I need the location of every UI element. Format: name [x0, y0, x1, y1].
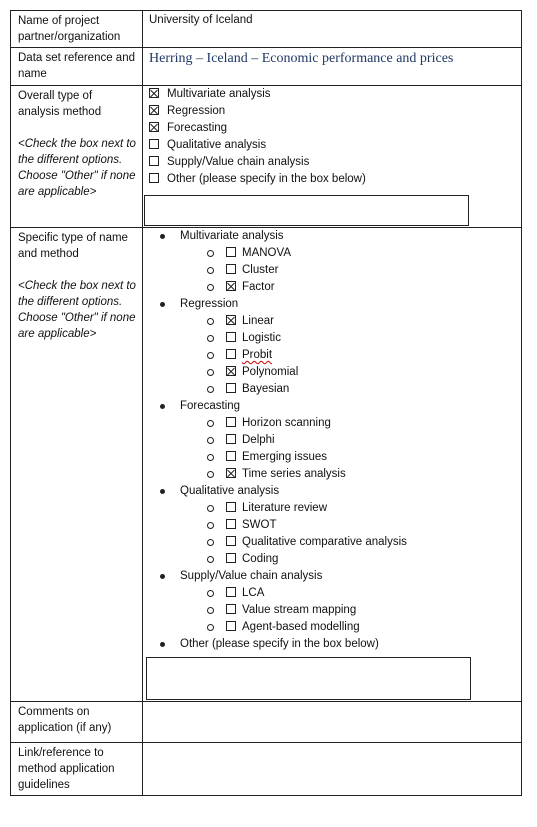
option-label: Regression: [167, 105, 226, 117]
hollow-bullet-icon: [207, 454, 214, 461]
method-option-probit[interactable]: [158, 347, 407, 364]
method-option-emerging-issues[interactable]: [158, 449, 407, 466]
row-divider: [11, 47, 521, 48]
overall-options-list: [149, 86, 366, 188]
group-other-please-specify-in-the-box-below: [158, 636, 407, 653]
method-option-qualitative-comparative-analysis[interactable]: [158, 534, 407, 551]
checked-checkbox-icon[interactable]: [226, 315, 236, 325]
method-option-polynomial[interactable]: [158, 364, 407, 381]
bullet-icon: [160, 574, 165, 579]
dataset-value[interactable]: Herring – Iceland – Economic performance and prices: [149, 51, 454, 66]
checkbox-icon[interactable]: [226, 604, 236, 614]
method-option-logistic[interactable]: [158, 330, 407, 347]
overall-label-block: [18, 88, 136, 200]
hollow-bullet-icon: [207, 437, 214, 444]
hollow-bullet-icon: [207, 505, 214, 512]
group-title: Qualitative analysis: [180, 485, 280, 497]
checkbox-icon[interactable]: [226, 621, 236, 631]
hollow-bullet-icon: [207, 590, 214, 597]
checkbox-icon[interactable]: [149, 156, 159, 166]
method-option-coding[interactable]: [158, 551, 407, 568]
row-divider: [11, 701, 521, 702]
method-option-lca[interactable]: [158, 585, 407, 602]
option-label: Polynomial: [242, 366, 299, 378]
checkbox-icon[interactable]: [226, 383, 236, 393]
checkbox-icon[interactable]: [149, 173, 159, 183]
checkbox-icon[interactable]: [226, 247, 236, 257]
method-option-horizon-scanning[interactable]: [158, 415, 407, 432]
option-label: Value stream mapping: [242, 604, 357, 616]
option-label: Cluster: [242, 264, 279, 276]
link-label: Link/reference to method application guidelines: [18, 747, 115, 791]
checked-checkbox-icon[interactable]: [226, 281, 236, 291]
checkbox-icon[interactable]: [226, 434, 236, 444]
specific-other-input[interactable]: [146, 657, 471, 700]
option-label: Forecasting: [167, 122, 228, 134]
checkbox-icon[interactable]: [226, 502, 236, 512]
overall-option-multivariate-analysis[interactable]: [149, 86, 366, 103]
option-label: Coding: [242, 553, 279, 565]
specific-hint: <Check the box next to the different options. Choose "Other" if none are applicable>: [18, 280, 136, 340]
option-label: MANOVA: [242, 247, 291, 259]
option-label: Bayesian: [242, 383, 290, 395]
hollow-bullet-icon: [207, 420, 214, 427]
hollow-bullet-icon: [207, 267, 214, 274]
method-option-manova[interactable]: [158, 245, 407, 262]
option-label: Qualitative comparative analysis: [242, 536, 407, 548]
option-label: Time series analysis: [242, 468, 346, 480]
option-label: Delphi: [242, 434, 275, 446]
option-label: Linear: [242, 315, 274, 327]
hollow-bullet-icon: [207, 522, 214, 529]
method-option-swot[interactable]: [158, 517, 407, 534]
checked-checkbox-icon[interactable]: [226, 366, 236, 376]
overall-other-input[interactable]: [144, 195, 469, 226]
overall-option-qualitative-analysis[interactable]: [149, 137, 366, 154]
hollow-bullet-icon: [207, 335, 214, 342]
checkbox-icon[interactable]: [226, 264, 236, 274]
dataset-label: Data set reference and name: [18, 52, 135, 80]
checkbox-icon[interactable]: [226, 553, 236, 563]
checkbox-icon[interactable]: [149, 139, 159, 149]
hollow-bullet-icon: [207, 539, 214, 546]
hollow-bullet-icon: [207, 607, 214, 614]
group-title: Forecasting: [180, 400, 241, 412]
hollow-bullet-icon: [207, 250, 214, 257]
checkbox-icon[interactable]: [226, 349, 236, 359]
hollow-bullet-icon: [207, 471, 214, 478]
row-divider: [11, 742, 521, 743]
checkbox-icon[interactable]: [226, 332, 236, 342]
group-title: Supply/Value chain analysis: [180, 570, 323, 582]
method-option-value-stream-mapping[interactable]: [158, 602, 407, 619]
group-title: Multivariate analysis: [180, 230, 284, 242]
partner-value[interactable]: University of Iceland: [149, 14, 253, 26]
hollow-bullet-icon: [207, 352, 214, 359]
specific-label-block: [18, 230, 136, 342]
group-qualitative-analysis: [158, 483, 407, 500]
method-option-cluster[interactable]: [158, 262, 407, 279]
checked-checkbox-icon[interactable]: [149, 122, 159, 132]
hollow-bullet-icon: [207, 318, 214, 325]
group-title: Other (please specify in the box below): [180, 638, 379, 650]
checkbox-icon[interactable]: [226, 519, 236, 529]
checked-checkbox-icon[interactable]: [226, 468, 236, 478]
overall-hint: <Check the box next to the different options. Choose "Other" if none are applicable>: [18, 138, 136, 198]
group-multivariate-analysis: [158, 228, 407, 245]
option-label: Other (please specify in the box below): [167, 173, 366, 185]
partner-label: Name of project partner/organization: [18, 15, 121, 43]
specific-methods-list: [158, 228, 407, 653]
option-label: Qualitative analysis: [167, 139, 267, 151]
checkbox-icon[interactable]: [226, 587, 236, 597]
option-label: Agent-based modelling: [242, 621, 360, 633]
option-label: Supply/Value chain analysis: [167, 156, 310, 168]
method-option-time-series-analysis[interactable]: [158, 466, 407, 483]
method-option-delphi[interactable]: [158, 432, 407, 449]
option-label: LCA: [242, 587, 265, 599]
group-title: Regression: [180, 298, 239, 310]
bullet-icon: [160, 404, 165, 409]
option-label: Emerging issues: [242, 451, 328, 463]
overall-label: Overall type of analysis method: [18, 90, 102, 118]
overall-option-forecasting[interactable]: [149, 120, 366, 137]
bullet-icon: [160, 302, 165, 307]
bullet-icon: [160, 489, 165, 494]
bullet-icon: [160, 642, 165, 647]
hollow-bullet-icon: [207, 369, 214, 376]
group-supply-value-chain-analysis: [158, 568, 407, 585]
hollow-bullet-icon: [207, 386, 214, 393]
checked-checkbox-icon[interactable]: [149, 88, 159, 98]
checked-checkbox-icon[interactable]: [149, 105, 159, 115]
option-label: Multivariate analysis: [167, 88, 271, 100]
group-forecasting: [158, 398, 407, 415]
option-label: SWOT: [242, 519, 277, 531]
hollow-bullet-icon: [207, 284, 214, 291]
option-label: Probit: [242, 349, 273, 361]
overall-option-supply-value-chain-analysis[interactable]: [149, 154, 366, 171]
bullet-icon: [160, 234, 165, 239]
method-option-bayesian[interactable]: [158, 381, 407, 398]
checkbox-icon[interactable]: [226, 451, 236, 461]
overall-option-other-please-specify-in-the-box-below[interactable]: [149, 171, 366, 188]
hollow-bullet-icon: [207, 624, 214, 631]
option-label: Factor: [242, 281, 275, 293]
option-label: Logistic: [242, 332, 281, 344]
overall-option-regression[interactable]: [149, 103, 366, 120]
method-option-agent-based-modelling[interactable]: [158, 619, 407, 636]
method-option-factor[interactable]: [158, 279, 407, 296]
method-option-literature-review[interactable]: [158, 500, 407, 517]
option-label: Horizon scanning: [242, 417, 331, 429]
checkbox-icon[interactable]: [226, 536, 236, 546]
column-divider: [142, 11, 143, 795]
checkbox-icon[interactable]: [226, 417, 236, 427]
comments-label: Comments on application (if any): [18, 706, 112, 734]
method-option-linear[interactable]: [158, 313, 407, 330]
specific-label: Specific type of name and method: [18, 232, 128, 260]
hollow-bullet-icon: [207, 556, 214, 563]
option-label: Literature review: [242, 502, 328, 514]
group-regression: [158, 296, 407, 313]
